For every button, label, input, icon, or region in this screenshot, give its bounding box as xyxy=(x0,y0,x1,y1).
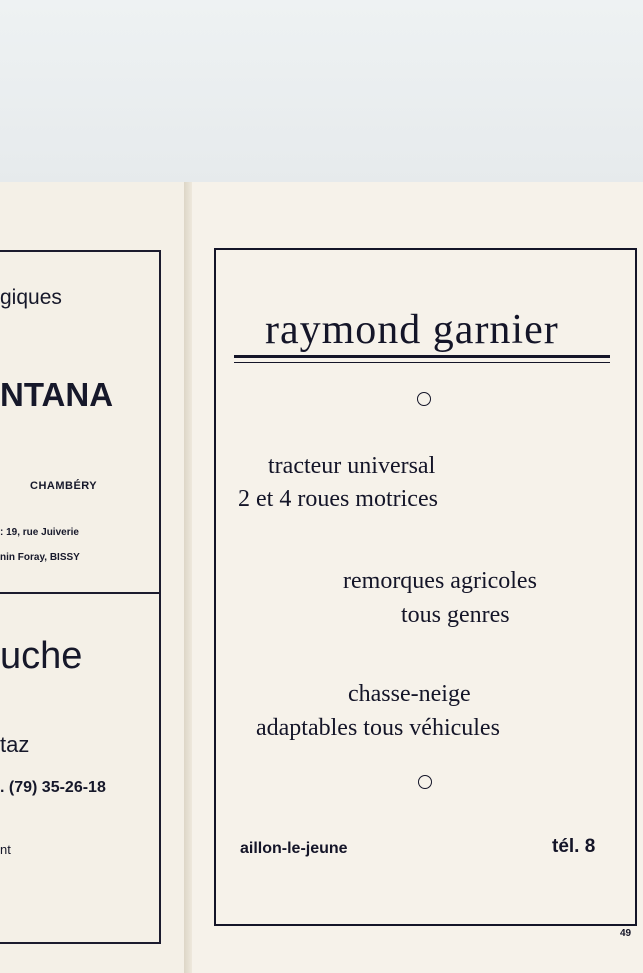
left-text-8: . (79) 35-26-18 xyxy=(0,779,106,796)
product-tractor-line1: tracteur universal xyxy=(268,453,436,479)
left-ad-frame xyxy=(0,250,161,944)
product-snowplow-line1: chasse-neige xyxy=(348,681,471,707)
left-text-5: nin Foray, BISSY xyxy=(0,552,80,563)
product-trailers-line2: tous genres xyxy=(401,602,510,628)
left-text-4: : 19, rue Juiverie xyxy=(0,527,79,538)
left-text-9: nt xyxy=(0,842,11,857)
background-surface xyxy=(0,0,643,190)
left-text-1: giques xyxy=(0,286,62,309)
product-tractor-line2: 2 et 4 roues motrices xyxy=(238,486,438,512)
circle-ornament xyxy=(418,775,432,789)
left-text-7: taz xyxy=(0,732,30,757)
left-page xyxy=(0,182,188,973)
left-text-3: CHAMBÉRY xyxy=(30,480,98,492)
page-number: 49 xyxy=(620,928,632,939)
left-ad-divider xyxy=(0,592,161,594)
left-text-6: uche xyxy=(0,635,83,677)
circle-ornament xyxy=(417,392,431,406)
product-trailers-line1: remorques agricoles xyxy=(343,568,537,594)
left-text-2: NTANA xyxy=(0,376,114,413)
phone-number: tél. 8 xyxy=(552,836,596,857)
right-page xyxy=(192,182,643,973)
product-snowplow-line2: adaptables tous véhicules xyxy=(256,715,500,741)
location: aillon-le-jeune xyxy=(240,840,348,857)
title-rule-thin xyxy=(234,362,610,363)
title-rule-thick xyxy=(234,355,610,358)
company-name: raymond garnier xyxy=(265,307,559,353)
